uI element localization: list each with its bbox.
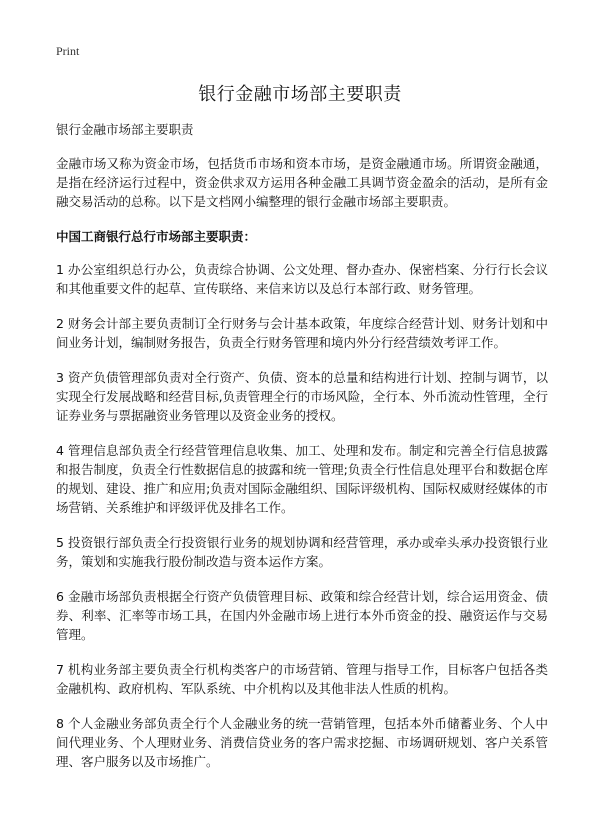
duty-item-office: 1 办公室组织总行办公，负责综合协调、公文处理、督办查办、保密档案、分行行长会议和其他重要文件的起草、宣传联络、来信来访以及总行本部行政、财务管理。 xyxy=(56,262,548,296)
duty-item-management-info: 4 管理信息部负责全行经营管理信息收集、加工、处理和发布。制定和完善全行信息披露和报告制度，负责全行性数据信息的披露和统一管理;负责全行性信息处理平台和数据仓库的规划、建设、推广和应用;负责对国际金融组织、国际评级机构、国际权威财经媒体的市场营销、关系维护和评级评优及排名工作。 xyxy=(56,443,548,515)
duty-item-institutional: 7 机构业务部主要负责全行机构类客户的市场营销、管理与指导工作，目标客户包括各类金融机构、政府机构、军队系统、中介机构以及其他非法人性质的机构。 xyxy=(56,662,548,696)
duty-item-personal-finance: 8 个人金融业务部负责全行个人金融业务的统一营销管理，包括本外币储蓄业务、个人中间代理业务、个人理财业务、消费信贷业务的客户需求挖掘、市场调研规划、客户关系管理、客户服务以及市场推广。 xyxy=(56,716,548,769)
duty-item-finance-accounting: 2 财务会计部主要负责制订全行财务与会计基本政策，年度综合经营计划、财务计划和中间业务计划，编制财务报告，负责全行财务管理和境内外分行经营绩效考评工作。 xyxy=(56,316,548,350)
document-subtitle: 银行金融市场部主要职责 xyxy=(56,122,194,137)
print-link[interactable]: Print xyxy=(56,44,80,58)
intro-paragraph: 金融市场又称为资金市场，包括货币市场和资本市场，是资金融通市场。所谓资金融通，是指在经济运行过程中，资金供求双方运用各种金融工具调节资金盈余的活动，是所有金融交易活动的总称。以下是文档网小编整理的银行金融市场部主要职责。 xyxy=(56,156,548,209)
page-title: 银行金融市场部主要职责 xyxy=(198,84,402,105)
section-heading: 中国工商银行总行市场部主要职责： xyxy=(56,229,257,244)
duty-item-investment-banking: 5 投资银行部负责全行投资银行业务的规划协调和经营管理，承办或牵头承办投资银行业务，策划和实施我行股份制改造与资本运作方案。 xyxy=(56,535,548,569)
duty-item-financial-markets: 6 金融市场部负责根据全行资产负债管理目标、政策和综合经营计划，综合运用资金、债券、利率、汇率等市场工具，在国内外金融市场上进行本外币资金的投、融资运作与交易管理。 xyxy=(56,589,548,642)
document-body xyxy=(56,120,548,787)
duty-item-asset-liability: 3 资产负债管理部负责对全行资产、负债、资本的总量和结构进行计划、控制与调节，以实现全行发展战略和经营目标,负责管理全行的市场风险，全行本、外币流动性管理，全行证券业务与票据融资业务管理以及资金业务的授权。 xyxy=(56,370,548,423)
